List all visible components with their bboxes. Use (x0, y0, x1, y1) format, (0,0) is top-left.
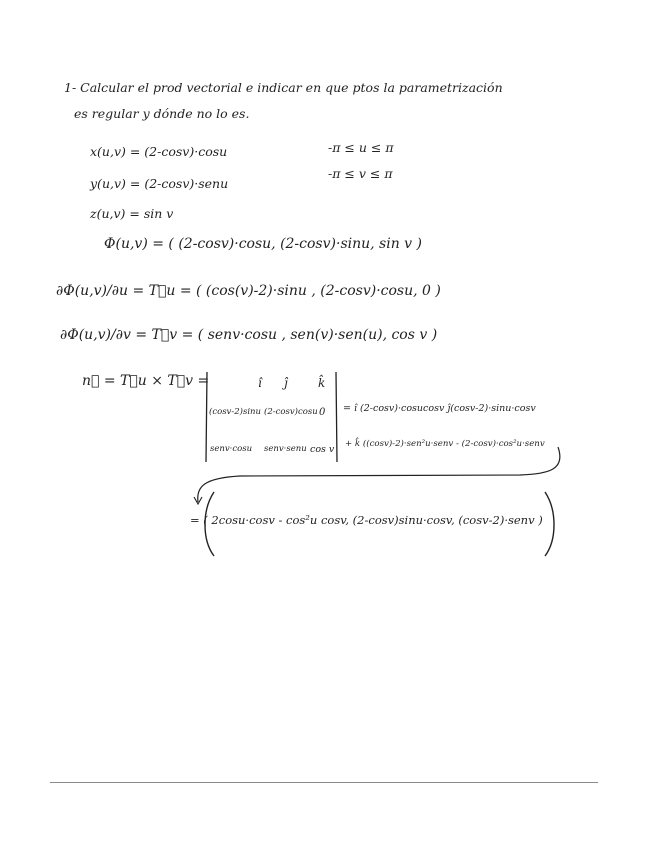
param-x: x(u,v) = (2-cosv)·cosu (90, 144, 228, 159)
cross-result-2: + k̂ ((cosv)-2)·sen²u·senv - (2-cosv)·cos²u·senv (345, 439, 545, 449)
det-r1c3: 0 (319, 407, 326, 418)
cross-lhs: n⃗ = T⃗u × T⃗v = (82, 373, 210, 389)
problem-line-2: es regular y dónde no lo es. (74, 106, 250, 121)
partial-v: ∂Φ(u,v)/∂v = T⃗v = ( senv·cosu , sen(v)·sen(u), cos v ) (60, 327, 438, 343)
final-result: = ( 2cosu·cosv - cos²u cosv, (2-cosv)sinu·cosv, (cosv-2)·senv ) (190, 513, 543, 527)
det-j-hat: ĵ (284, 376, 288, 390)
phi-definition: Φ(u,v) = ( (2-cosv)·cosu, (2-cosv)·sinu, sin v ) (104, 236, 422, 252)
det-r2c1: senv·cosu (210, 444, 253, 454)
det-k-hat: k̂ (318, 376, 326, 390)
partial-u: ∂Φ(u,v)/∂u = T⃗u = ( (cos(v)-2)·sinu , (2-cosv)·cosu, 0 ) (56, 283, 441, 299)
cross-result-1: = î (2-cosv)·cosucosv ĵ(cosv-2)·sinu·cosv (343, 403, 536, 414)
param-y: y(u,v) = (2-cosv)·senu (90, 176, 229, 191)
page-footer-rule (50, 782, 598, 783)
range-u: -π ≤ u ≤ π (328, 140, 394, 155)
det-r2c3: cos v (310, 444, 335, 455)
param-z: z(u,v) = sin v (90, 206, 174, 221)
range-v: -π ≤ v ≤ π (328, 166, 393, 181)
det-i-hat: î (258, 376, 262, 390)
problem-line-1: 1- Calcular el prod vectorial e indicar en que ptos la parametrización (64, 80, 503, 95)
det-r2c2: senv·senu (264, 444, 307, 454)
det-r1c2: (2-cosv)cosu (264, 407, 318, 417)
det-r1c1: (cosv-2)sinu (209, 407, 261, 417)
